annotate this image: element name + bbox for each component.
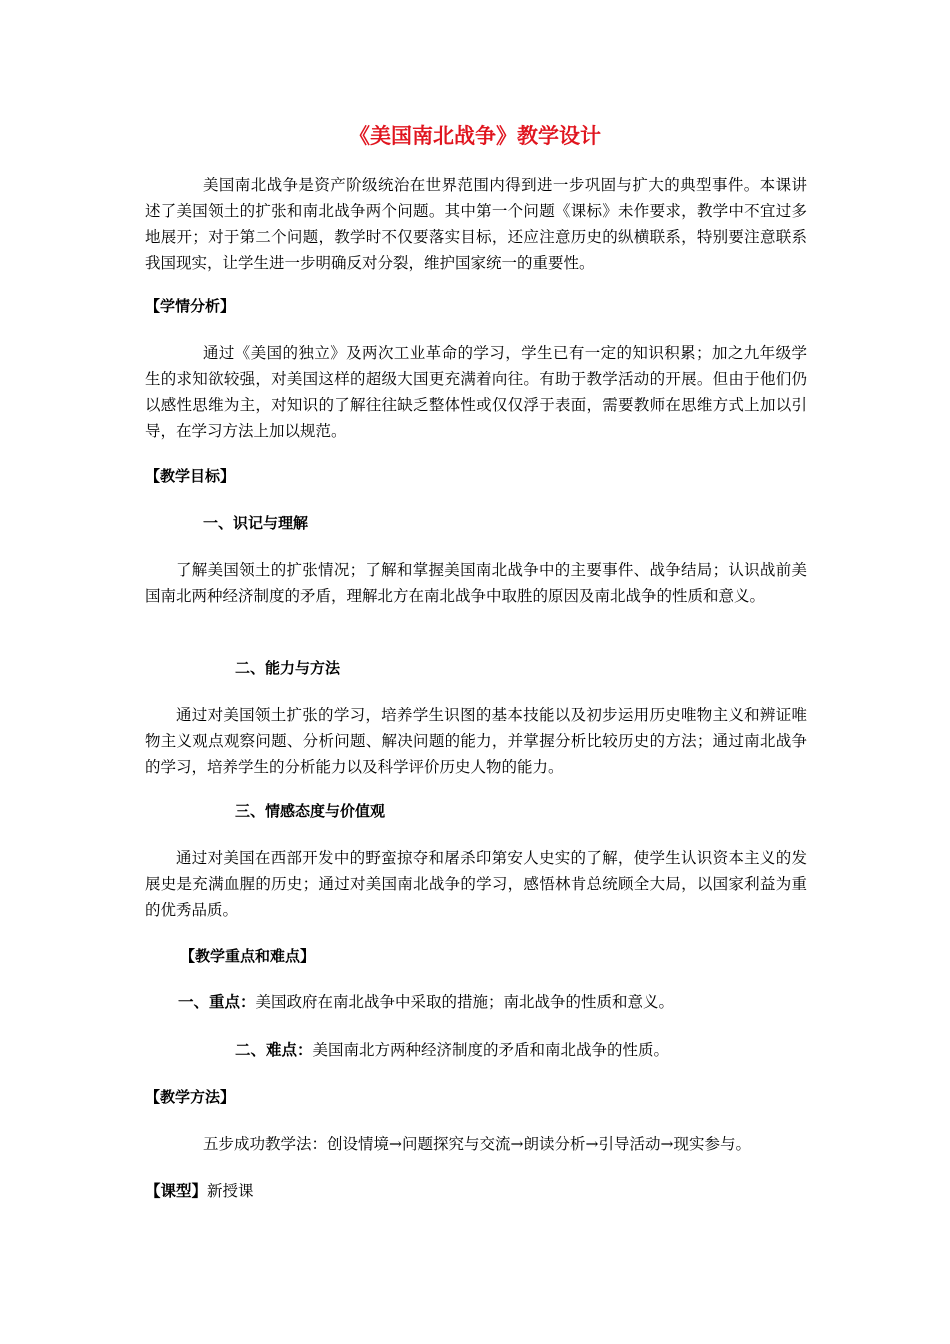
document-title: 《美国南北战争》教学设计	[349, 124, 601, 148]
lesson-type-line	[145, 1180, 254, 1202]
objective-2-paragraph: 通过对美国领土扩张的学习，培养学生识图的基本技能以及初步运用历史唯物主义和辨证唯物主义观点观察问题、分析问题、解决问题的能力，并掌握分析比较历史的方法；通过南北战争的学习，培养学生的分析能力以及科学评价历史人物的能力。	[145, 706, 807, 776]
difficulty-label: 二、难点：	[235, 1041, 313, 1059]
objective-3-paragraph: 通过对美国在西部开发中的野蛮掠夺和屠杀印第安人史实的了解，使学生认识资本主义的发展史是充满血腥的历史；通过对美国南北战争的学习，感悟林肯总统顾全大局，以国家利益为重的优秀品质。	[145, 849, 807, 919]
objective-1-heading: 一、识记与理解	[203, 514, 309, 532]
lesson-type-heading: 【课型】	[145, 1182, 208, 1200]
objective-3-heading: 三、情感态度与价值观	[235, 802, 386, 820]
objective-1-paragraph: 了解美国领土的扩张情况；了解和掌握美国南北战争中的主要事件、战争结局；认识战前美国南北两种经济制度的矛盾，理解北方在南北战争中取胜的原因及南北战争的性质和意义。	[145, 561, 807, 605]
intro-paragraph: 美国南北战争是资产阶级统治在世界范围内得到进一步巩固与扩大的典型事件。本课讲述了美国领土的扩张和南北战争两个问题。其中第一个问题《课标》未作要求，教学中不宜过多地展开；对于第二个问题，教学时不仅要落实目标，还应注意历史的纵横联系，特别要注意联系我国现实，让学生进一步明确反对分裂，维护国家统一的重要性。	[145, 176, 807, 272]
key-points-heading: 【教学重点和难点】	[180, 947, 316, 965]
focus-text: 美国政府在南北战争中采取的措施；南北战争的性质和意义。	[255, 993, 675, 1011]
objectives-heading: 【教学目标】	[145, 467, 236, 485]
focus-line	[178, 991, 674, 1013]
learner-analysis-paragraph: 通过《美国的独立》及两次工业革命的学习，学生已有一定的知识积累；加之九年级学生的求知欲较强，对美国这样的超级大国更充满着向往。有助于教学活动的开展。但由于他们仍以感性思维为主，对知识的了解往往缺乏整体性或仅仅浮于表面，需要教师在思维方式上加以引导，在学习方法上加以规范。	[145, 344, 807, 440]
objective-2-heading: 二、能力与方法	[235, 659, 341, 677]
method-heading: 【教学方法】	[145, 1088, 236, 1106]
method-text: 五步成功教学法：创设情境→问题探究与交流→朗读分析→引导活动→现实参与。	[203, 1135, 751, 1153]
difficulty-text: 美国南北方两种经济制度的矛盾和南北战争的性质。	[312, 1041, 670, 1059]
learner-analysis-heading: 【学情分析】	[145, 297, 236, 315]
difficulty-line	[235, 1039, 669, 1061]
lesson-type-text: 新授课	[207, 1182, 254, 1200]
focus-label: 一、重点：	[178, 993, 256, 1011]
